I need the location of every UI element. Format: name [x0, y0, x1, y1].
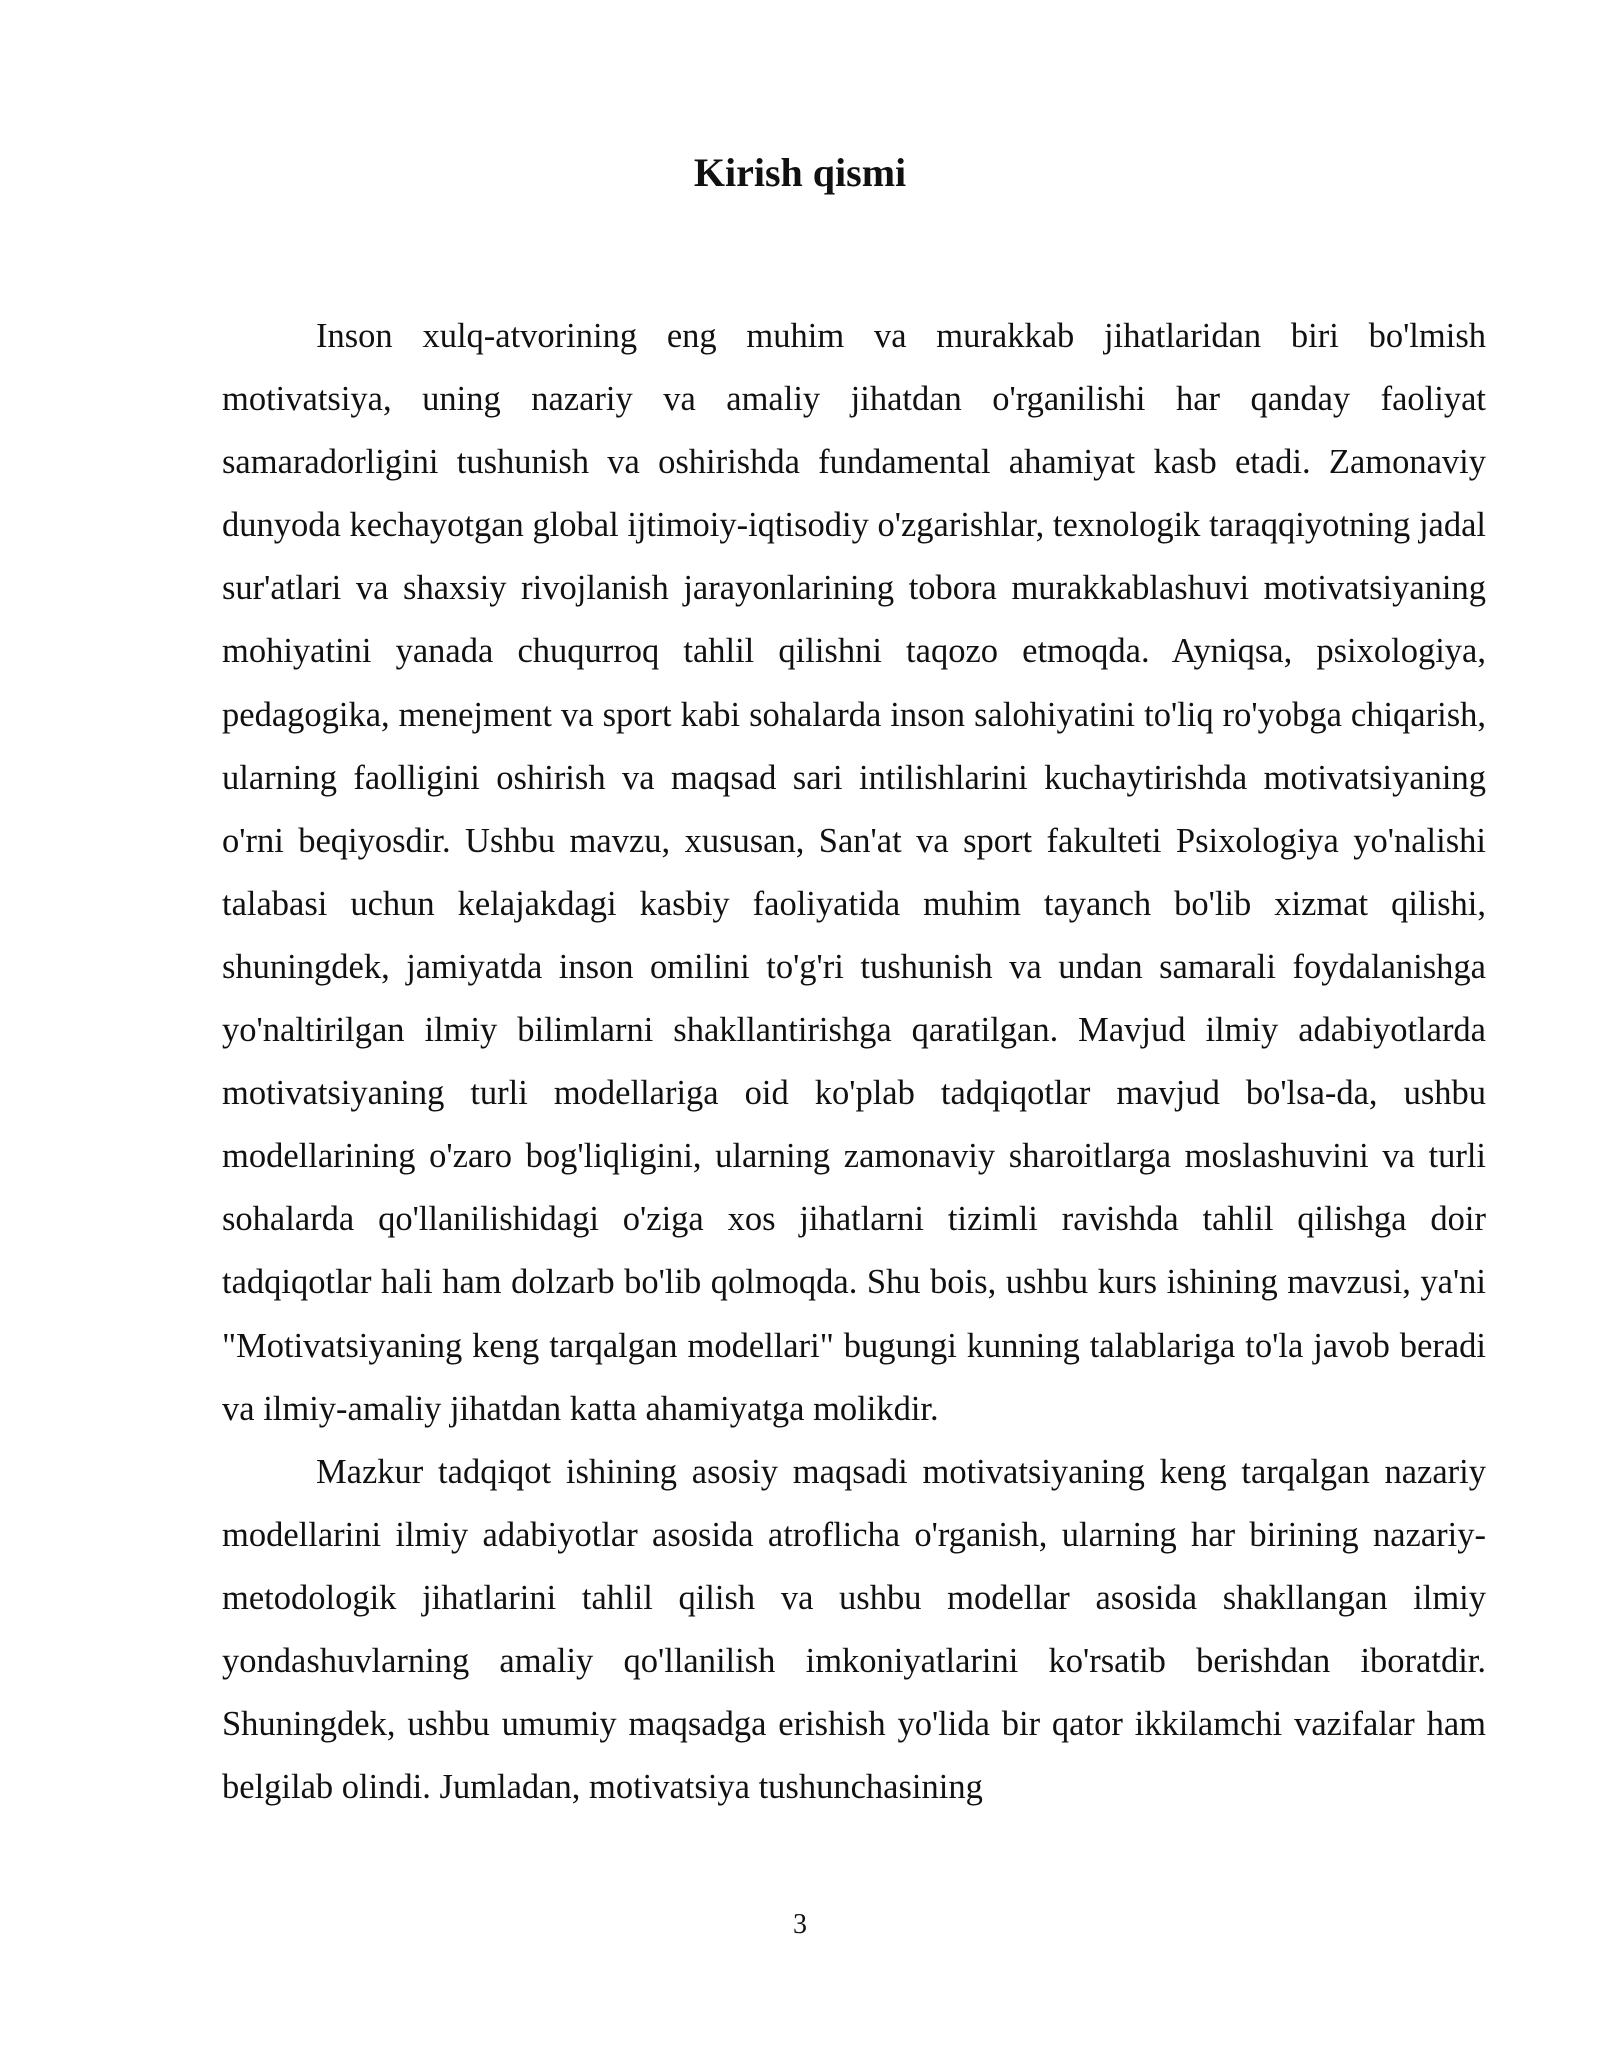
paragraph: Inson xulq-atvorining eng muhim va murakkab jihatlaridan biri bo'lmish motivatsiya, uning nazariy va amaliy jihatdan o'rganilishi har qanday faoliyat samaradorligini tushunish va oshirishda fundamental ahamiyat kasb etadi. Zamonaviy dunyoda kechayotgan global ijtimoiy-iqtisodiy o'zgarishlar, texnologik taraqqiyotning jadal sur'atlari va shaxsiy rivojlanish jarayonlarining tobora murakkablashuvi motivatsiyaning mohiyatini yanada chuqurroq tahlil qilishni taqozo etmoqda. Ayniqsa, psixologiya, pedagogika, menejment va sport kabi sohalarda inson salohiyatini to'liq ro'yobga chiqarish, ularning faolligini oshirish va maqsad sari intilishlarini kuchaytirishda motivatsiyaning o'rni beqiyosdir. Ushbu mavzu, xususan, San'at va sport fakulteti Psixologiya yo'nalishi talabasi uchun kelajakdagi kasbiy faoliyatida muhim tayanch bo'lib xizmat qilishi, shuningdek, jamiyatda inson omilini to'g'ri tushunish va undan samarali foydalanishga yo'naltirilgan ilmiy bilimlarni shakllantirishga qaratilgan. Mavjud ilmiy adabiyotlarda motivatsiyaning turli modellariga oid ko'plab tadqiqotlar mavjud bo'lsa-da, ushbu modellarining o'zaro bog'liqligini, ularning zamonaviy sharoitlarga moslashuvini va turli sohalarda qo'llanilishidagi o'ziga xos jihatlarni tizimli ravishda tahlil qilishga doir tadqiqotlar hali ham dolzarb bo'lib qolmoqda. Shu bois, ushbu kurs ishining mavzusi, ya'ni "Motivatsiyaning keng tarqalgan modellari" bugungi kunning talablariga to'la javob beradi va ilmiy-amaliy jihatdan katta ahamiyatga molikdir. [222, 317, 1486, 1428]
paragraph: Mazkur tadqiqot ishining asosiy maqsadi motivatsiyaning keng tarqalgan nazariy modellarini ilmiy adabiyotlar asosida atroflicha o'rganish, ularning har birining nazariy-metodologik jihatlarini tahlil qilish va ushbu modellar asosida shakllangan ilmiy yondashuvlarning amaliy qo'llanilish imkoniyatlarini ko'rsatib berishdan iboratdir. Shuningdek, ushbu umumiy maqsadga erishish yo'lida bir qator ikkilamchi vazifalar ham belgilab olindi. Jumladan, motivatsiya tushunchasining [222, 1452, 1486, 1807]
body-text [222, 305, 1486, 1819]
page-number: 3 [793, 1909, 807, 1940]
page-title: Kirish qismi [693, 150, 907, 195]
